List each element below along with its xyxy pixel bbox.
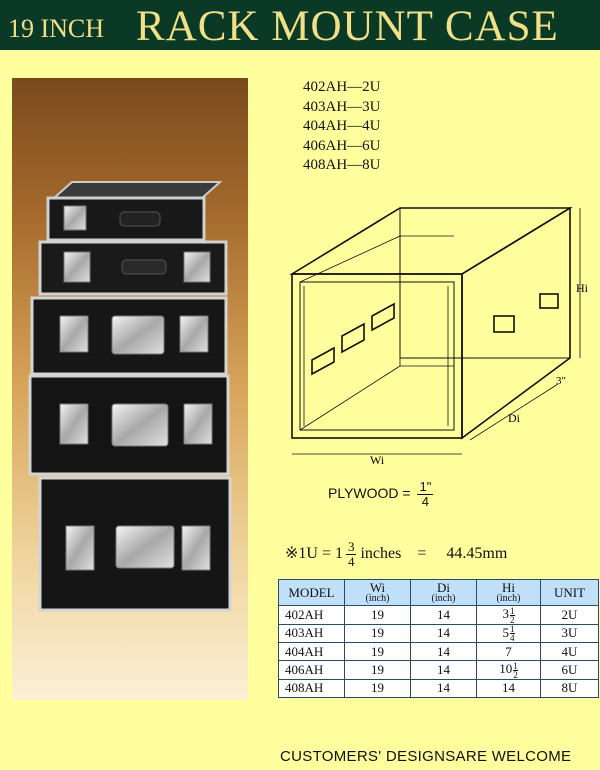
- cell-model: 402AH: [279, 606, 345, 625]
- cell-wi: 19: [345, 643, 411, 661]
- product-photo: [12, 78, 248, 700]
- model-item: 406AH—6U: [303, 137, 381, 154]
- label-hi: Hi: [576, 281, 588, 295]
- cell-unit: 6U: [541, 661, 599, 680]
- table-row: [279, 606, 599, 625]
- cell-hi: 7: [477, 643, 541, 661]
- model-item: 408AH—8U: [303, 157, 381, 173]
- cell-model: 408AH: [279, 679, 345, 697]
- cell-wi: 19: [345, 661, 411, 680]
- plywood-label: PLYWOOD =: [328, 485, 411, 502]
- col-header-hi: Hi (inch): [477, 580, 541, 606]
- model-item: 404AH—4U: [303, 118, 381, 134]
- cell-di: 14: [411, 624, 477, 643]
- unit-mm: 44.45mm: [446, 545, 508, 563]
- title-main: RACK MOUNT CASE: [136, 3, 559, 50]
- cell-di: 14: [411, 643, 477, 661]
- cell-unit: 3U: [541, 624, 599, 643]
- col-header-di: Di (inch): [411, 580, 477, 606]
- table-row: [279, 624, 599, 643]
- cell-wi: 19: [345, 624, 411, 643]
- cell-model: 403AH: [279, 624, 345, 643]
- cell-di: 14: [411, 606, 477, 625]
- plywood-den: 4: [421, 494, 430, 509]
- unit-fraction: [346, 540, 357, 569]
- col-header-unit: UNIT: [541, 580, 599, 606]
- unit-prefix: ※1U = 1: [285, 545, 343, 563]
- table-row: [279, 661, 599, 680]
- rack-case-stack-image: [12, 78, 248, 700]
- cell-model: 404AH: [279, 643, 345, 661]
- table-header-row: [279, 580, 599, 606]
- cell-di: 14: [411, 661, 477, 680]
- case-3u: [40, 242, 226, 294]
- table-row: [279, 679, 599, 697]
- unit-equals: =: [417, 545, 427, 563]
- title-small: 19 INCH: [8, 14, 105, 43]
- model-item: 403AH—3U: [303, 98, 381, 115]
- title-banner: [0, 0, 600, 50]
- cell-wi: 19: [345, 606, 411, 625]
- plywood-spec: [328, 480, 433, 509]
- label-wi: Wi: [370, 453, 385, 466]
- unit-equation: [285, 540, 507, 569]
- label-depth: 3": [556, 375, 566, 387]
- col-header-wi: Wi (inch): [345, 580, 411, 606]
- model-list: [303, 78, 381, 176]
- cell-hi: 14: [477, 679, 541, 697]
- cell-unit: 8U: [541, 679, 599, 697]
- cell-di: 14: [411, 679, 477, 697]
- case-dimension-diagram: [282, 196, 590, 466]
- cell-unit: 4U: [541, 643, 599, 661]
- cell-hi: 3 $\frac{1}{2}$: [477, 606, 541, 625]
- unit-den: 4: [347, 554, 355, 569]
- case-4u: [32, 298, 226, 374]
- cell-hi: 10 $\frac{1}{2}$: [477, 661, 541, 680]
- case-6u: [30, 376, 228, 474]
- table-row: [279, 643, 599, 661]
- cell-hi: 5 $\frac{1}{4}$: [477, 624, 541, 643]
- plywood-num: 1": [419, 479, 432, 494]
- model-item: 402AH—2U: [303, 79, 381, 95]
- label-di: Di: [508, 411, 520, 425]
- plywood-fraction: [417, 480, 433, 509]
- col-header-model: MODEL: [279, 580, 345, 606]
- cell-unit: 2U: [541, 606, 599, 625]
- cell-wi: 19: [345, 679, 411, 697]
- unit-suffix: inches: [360, 545, 402, 563]
- cell-model: 406AH: [279, 661, 345, 680]
- case-8u: [40, 478, 230, 610]
- footer-slogan: CUSTOMERS' DESIGNSARE WELCOME: [280, 748, 572, 765]
- spec-table: [278, 579, 599, 698]
- unit-num: 3: [347, 539, 355, 554]
- case-2u: [48, 182, 220, 240]
